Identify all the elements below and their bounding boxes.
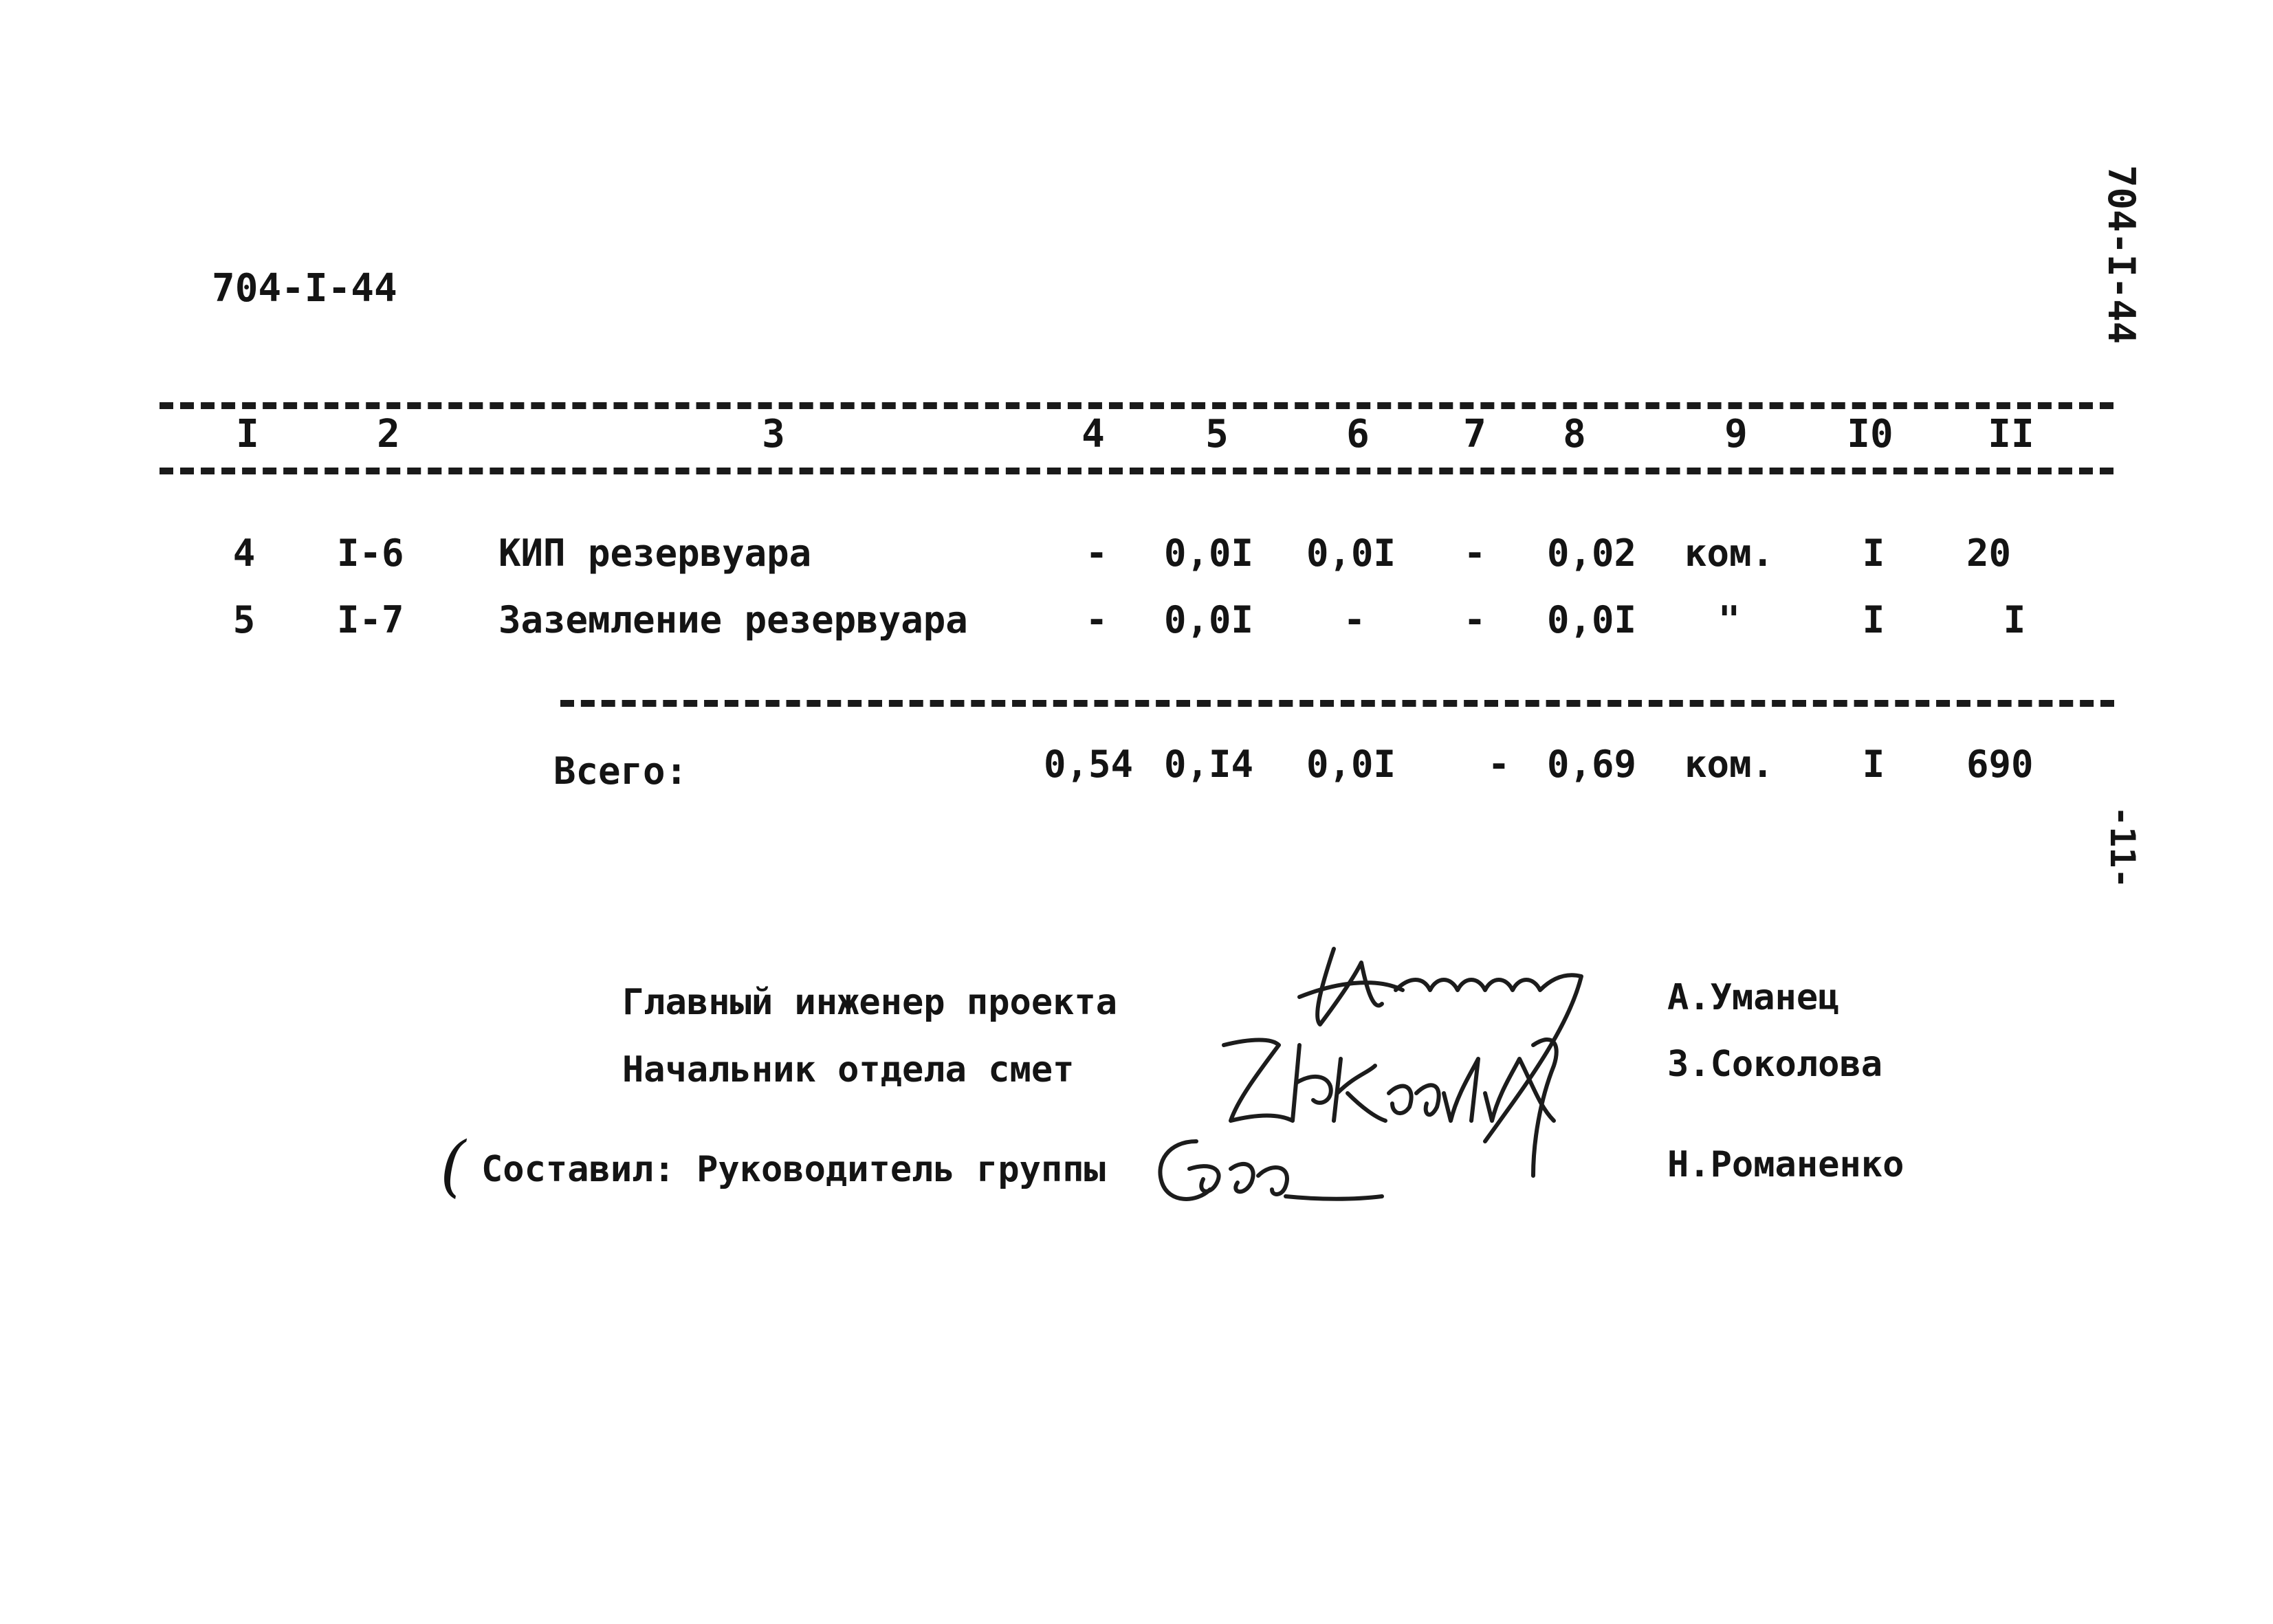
total-c6: 0,0I — [1306, 743, 1396, 786]
cell-c8: 0,0I — [1547, 598, 1637, 641]
signer-role: Составил: Руководитель группы — [481, 1149, 1106, 1190]
doc-code: 704-I-44 — [212, 266, 397, 311]
total-c10: I — [1862, 743, 1885, 786]
signer-role: Начальник отдела смет — [622, 1049, 1075, 1090]
cell-num: 4 — [232, 531, 256, 575]
col-header-9: 9 — [1724, 412, 1748, 457]
col-header-4: 4 — [1081, 412, 1105, 457]
col-header-5: 5 — [1205, 412, 1229, 457]
cell-unit: ком. — [1684, 531, 1775, 575]
cell-c4: - — [1085, 598, 1108, 641]
header-rule-bottom — [160, 468, 2113, 474]
cell-c7: - — [1463, 531, 1486, 575]
signer-name: З.Соколова — [1667, 1044, 1883, 1085]
total-unit: ком. — [1684, 743, 1775, 786]
cell-c7: - — [1463, 598, 1486, 641]
total-label: Всего: — [553, 749, 688, 793]
cell-c6: - — [1343, 598, 1366, 641]
cell-c6: 0,0I — [1306, 531, 1396, 575]
signature-3 — [1148, 1128, 1396, 1224]
cell-c11: I — [2003, 598, 2026, 641]
cell-code: I-6 — [337, 531, 404, 575]
col-header-8: 8 — [1563, 412, 1586, 457]
cell-c4: - — [1085, 531, 1108, 575]
col-header-10: I0 — [1847, 412, 1893, 457]
cell-name: КИП резервуара — [498, 531, 812, 575]
header-rule-top — [160, 402, 2113, 409]
page-number: -11- — [2102, 806, 2142, 889]
total-c4: 0,54 — [1044, 743, 1134, 786]
cell-c10: I — [1862, 598, 1885, 641]
col-header-6: 6 — [1346, 412, 1370, 457]
cell-name: Заземление резервуара — [498, 598, 968, 641]
col-header-7: 7 — [1463, 412, 1486, 457]
total-c11: 690 — [1966, 743, 2034, 786]
signer-role: Главный инженер проекта — [622, 982, 1118, 1023]
total-rule — [560, 700, 2114, 707]
cell-c5: 0,0I — [1164, 598, 1254, 641]
total-c5: 0,I4 — [1164, 743, 1254, 786]
cell-c8: 0,02 — [1547, 531, 1637, 575]
cell-code: I-7 — [337, 598, 404, 641]
cell-num: 5 — [232, 598, 256, 641]
cell-unit: " — [1717, 598, 1741, 641]
cell-c11: 20 — [1966, 531, 2012, 575]
col-header-11: II — [1988, 412, 2034, 457]
bracket-mark: ( — [440, 1128, 466, 1205]
col-header-3: 3 — [762, 412, 785, 457]
col-header-1: I — [236, 412, 259, 457]
cell-c10: I — [1862, 531, 1885, 575]
signer-name: Н.Романенко — [1667, 1144, 1904, 1185]
doc-code-vertical: 704-I-44 — [2100, 165, 2143, 344]
total-c8: 0,69 — [1547, 743, 1637, 786]
cell-c5: 0,0I — [1164, 531, 1254, 575]
signer-name: А.Уманец — [1667, 977, 1840, 1018]
col-header-2: 2 — [377, 412, 400, 457]
total-c7: - — [1487, 743, 1511, 786]
